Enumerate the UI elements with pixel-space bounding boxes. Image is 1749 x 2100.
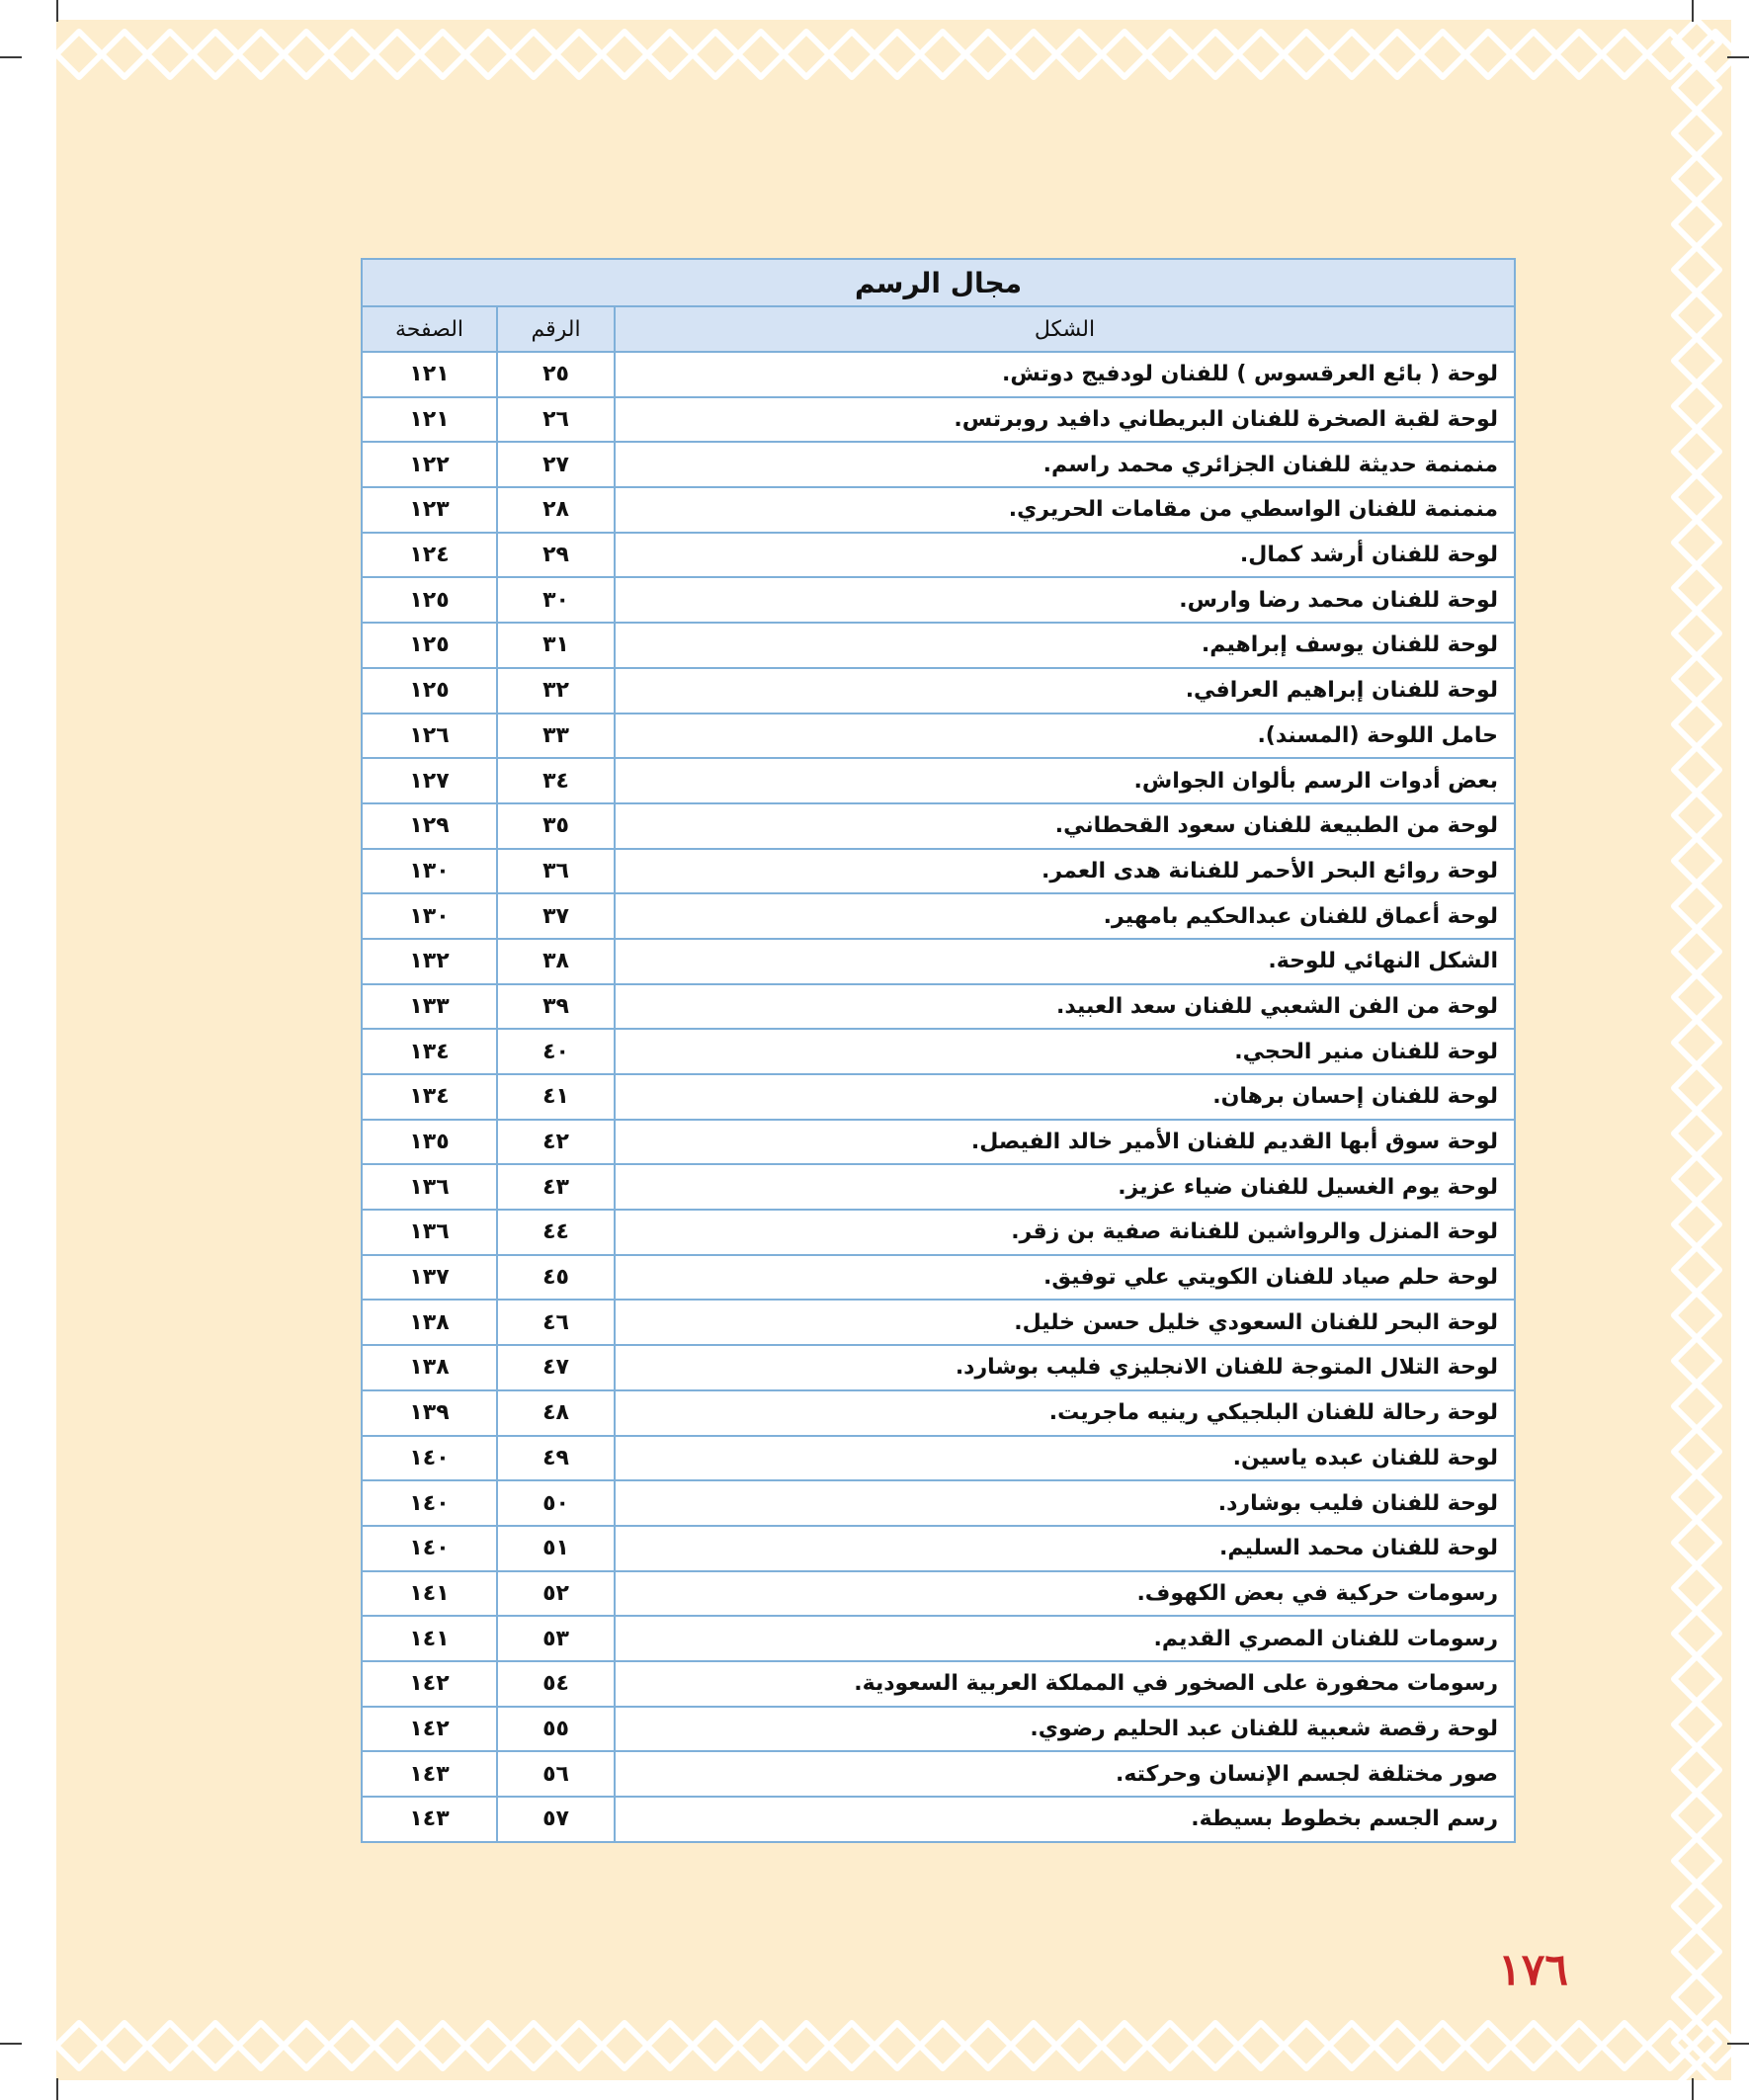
figure-description: الشكل النهائي للوحة. — [615, 939, 1515, 984]
table-row — [362, 668, 1515, 714]
figure-number: ٣٥ — [497, 803, 615, 849]
table-title-row — [362, 259, 1515, 306]
figure-description: رسومات حركية في بعض الكهوف. — [615, 1571, 1515, 1617]
table-header-row — [362, 306, 1515, 352]
figure-description: لوحة للفنان يوسف إبراهيم. — [615, 623, 1515, 668]
figure-number: ٢٩ — [497, 533, 615, 578]
section-title: مجال الرسم — [362, 259, 1515, 306]
figure-number: ٢٧ — [497, 442, 615, 487]
figure-page: ١٣٤ — [362, 1074, 497, 1120]
table-row — [362, 1029, 1515, 1074]
table-row — [362, 803, 1515, 849]
figure-page: ١٤٢ — [362, 1661, 497, 1707]
crop-mark — [56, 2078, 58, 2100]
figure-number: ٣٧ — [497, 893, 615, 939]
table-row — [362, 1526, 1515, 1571]
bottom-decorative-border — [56, 2011, 1731, 2080]
figure-description: لوحة للفنان محمد السليم. — [615, 1526, 1515, 1571]
figure-number: ٤٤ — [497, 1210, 615, 1255]
figure-number: ٣٩ — [497, 984, 615, 1030]
crop-mark — [0, 2043, 22, 2045]
figure-description: لوحة للفنان فليب بوشارد. — [615, 1480, 1515, 1526]
column-header-number: الرقم — [497, 306, 615, 352]
column-header-shape: الشكل — [615, 306, 1515, 352]
table-row — [362, 984, 1515, 1030]
table-row — [362, 623, 1515, 668]
table-row — [362, 352, 1515, 397]
crop-mark — [1692, 0, 1694, 22]
figure-number: ٤٨ — [497, 1390, 615, 1436]
figure-number: ٥٠ — [497, 1480, 615, 1526]
figure-number: ٤٣ — [497, 1164, 615, 1210]
table-row — [362, 1210, 1515, 1255]
figure-description: لوحة لقبة الصخرة للفنان البريطاني دافيد روبرتس. — [615, 397, 1515, 443]
figure-page: ١٣٨ — [362, 1345, 497, 1390]
table-row — [362, 1345, 1515, 1390]
figure-description: صور مختلفة لجسم الإنسان وحركته. — [615, 1751, 1515, 1797]
figure-page: ١٣٧ — [362, 1255, 497, 1301]
figure-description: رسومات محفورة على الصخور في المملكة العربية السعودية. — [615, 1661, 1515, 1707]
figure-number: ٤٩ — [497, 1436, 615, 1481]
table-row — [362, 1300, 1515, 1345]
figure-number: ٤٠ — [497, 1029, 615, 1074]
table-row — [362, 487, 1515, 533]
figure-page: ١٣٥ — [362, 1120, 497, 1165]
figure-number: ٥٢ — [497, 1571, 615, 1617]
figure-page: ١٤١ — [362, 1616, 497, 1661]
figure-page: ١٤٣ — [362, 1797, 497, 1842]
table-row — [362, 1480, 1515, 1526]
figure-page: ١٢٢ — [362, 442, 497, 487]
figure-page: ١٢٤ — [362, 533, 497, 578]
table-row — [362, 1751, 1515, 1797]
table-row — [362, 758, 1515, 803]
figure-description: لوحة للفنان إبراهيم العرافي. — [615, 668, 1515, 714]
table-row — [362, 1164, 1515, 1210]
figure-page: ١٣٩ — [362, 1390, 497, 1436]
table-row — [362, 714, 1515, 759]
figure-page: ١٢١ — [362, 397, 497, 443]
figure-description: لوحة من الفن الشعبي للفنان سعد العبيد. — [615, 984, 1515, 1030]
top-decorative-border — [56, 20, 1731, 89]
figure-number: ٤١ — [497, 1074, 615, 1120]
figure-page: ١٣٠ — [362, 849, 497, 894]
figure-page: ١٤٠ — [362, 1436, 497, 1481]
table-row — [362, 1074, 1515, 1120]
figure-page: ١٣٨ — [362, 1300, 497, 1345]
figure-description: لوحة روائع البحر الأحمر للفنانة هدى العمر. — [615, 849, 1515, 894]
figures-index-table — [361, 258, 1516, 1843]
figure-description: لوحة ( بائع العرقسوس ) للفنان لودفيج دوتش. — [615, 352, 1515, 397]
figure-number: ٥٦ — [497, 1751, 615, 1797]
figure-number: ٢٥ — [497, 352, 615, 397]
table-row — [362, 1436, 1515, 1481]
figure-number: ٣٢ — [497, 668, 615, 714]
figure-description: لوحة رقصة شعبية للفنان عبد الحليم رضوي. — [615, 1707, 1515, 1752]
figure-description: لوحة يوم الغسيل للفنان ضياء عزيز. — [615, 1164, 1515, 1210]
figure-number: ٥٥ — [497, 1707, 615, 1752]
crop-mark — [1727, 2043, 1749, 2045]
table-row — [362, 577, 1515, 623]
crop-mark — [56, 0, 58, 22]
figure-page: ١٤٠ — [362, 1480, 497, 1526]
table-row — [362, 1571, 1515, 1617]
table-row — [362, 1616, 1515, 1661]
figure-description: لوحة سوق أبها القديم للفنان الأمير خالد الفيصل. — [615, 1120, 1515, 1165]
figure-page: ١٣٠ — [362, 893, 497, 939]
figure-page: ١٢٩ — [362, 803, 497, 849]
figure-number: ٤٦ — [497, 1300, 615, 1345]
figure-description: لوحة للفنان محمد رضا وارس. — [615, 577, 1515, 623]
figure-description: لوحة أعماق للفنان عبدالحكيم بامهير. — [615, 893, 1515, 939]
crop-mark — [1692, 2078, 1694, 2100]
figure-description: لوحة للفنان إحسان برهان. — [615, 1074, 1515, 1120]
table-row — [362, 1707, 1515, 1752]
figure-description: لوحة من الطبيعة للفنان سعود القحطاني. — [615, 803, 1515, 849]
table-row — [362, 893, 1515, 939]
figure-number: ٣٨ — [497, 939, 615, 984]
figure-description: لوحة المنزل والرواشين للفنانة صفية بن زقر. — [615, 1210, 1515, 1255]
figure-page: ١٢٥ — [362, 668, 497, 714]
figure-description: منمنمة حديثة للفنان الجزائري محمد راسم. — [615, 442, 1515, 487]
figure-number: ٥١ — [497, 1526, 615, 1571]
table-row — [362, 939, 1515, 984]
figure-description: لوحة التلال المتوجة للفنان الانجليزي فليب بوشارد. — [615, 1345, 1515, 1390]
table-row — [362, 1390, 1515, 1436]
figure-page: ١٢٦ — [362, 714, 497, 759]
figure-description: لوحة للفنان عبده ياسين. — [615, 1436, 1515, 1481]
figures-index-table-container — [361, 258, 1514, 1843]
crop-mark — [0, 56, 22, 58]
table-row — [362, 1797, 1515, 1842]
figure-description: رسومات للفنان المصري القديم. — [615, 1616, 1515, 1661]
figure-page: ١٤١ — [362, 1571, 497, 1617]
figure-page: ١٢٥ — [362, 577, 497, 623]
figure-page: ١٢٥ — [362, 623, 497, 668]
figure-description: حامل اللوحة (المسند). — [615, 714, 1515, 759]
figure-page: ١٤٣ — [362, 1751, 497, 1797]
table-row — [362, 1120, 1515, 1165]
figure-description: منمنمة للفنان الواسطي من مقامات الحريري. — [615, 487, 1515, 533]
figure-page: ١٢١ — [362, 352, 497, 397]
figure-page: ١٤٠ — [362, 1526, 497, 1571]
figure-number: ٢٨ — [497, 487, 615, 533]
figure-number: ٥٣ — [497, 1616, 615, 1661]
crop-mark — [1727, 56, 1749, 58]
figure-number: ٣١ — [497, 623, 615, 668]
figure-description: لوحة للفنان منير الحجي. — [615, 1029, 1515, 1074]
figure-number: ٣٣ — [497, 714, 615, 759]
figure-number: ٥٧ — [497, 1797, 615, 1842]
page-number: ١٧٦ — [1498, 1945, 1568, 1995]
figure-number: ٤٥ — [497, 1255, 615, 1301]
figure-description: لوحة للفنان أرشد كمال. — [615, 533, 1515, 578]
table-row — [362, 1255, 1515, 1301]
table-row — [362, 1661, 1515, 1707]
right-decorative-border — [1662, 20, 1731, 2080]
figure-description: لوحة البحر للفنان السعودي خليل حسن خليل. — [615, 1300, 1515, 1345]
figure-description: لوحة رحالة للفنان البلجيكي رينيه ماجريت. — [615, 1390, 1515, 1436]
figure-description: رسم الجسم بخطوط بسيطة. — [615, 1797, 1515, 1842]
figure-number: ٣٤ — [497, 758, 615, 803]
figure-number: ٢٦ — [497, 397, 615, 443]
table-row — [362, 849, 1515, 894]
figure-page: ١٣٤ — [362, 1029, 497, 1074]
figure-page: ١٣٢ — [362, 939, 497, 984]
figure-description: بعض أدوات الرسم بألوان الجواش. — [615, 758, 1515, 803]
figure-page: ١٣٦ — [362, 1164, 497, 1210]
figure-number: ٣٠ — [497, 577, 615, 623]
figure-number: ٥٤ — [497, 1661, 615, 1707]
figure-page: ١٣٣ — [362, 984, 497, 1030]
figure-page: ١٤٢ — [362, 1707, 497, 1752]
figure-page: ١٣٦ — [362, 1210, 497, 1255]
figure-number: ٤٢ — [497, 1120, 615, 1165]
column-header-page: الصفحة — [362, 306, 497, 352]
table-row — [362, 397, 1515, 443]
figure-number: ٣٦ — [497, 849, 615, 894]
figure-description: لوحة حلم صياد للفنان الكويتي علي توفيق. — [615, 1255, 1515, 1301]
table-row — [362, 533, 1515, 578]
figure-number: ٤٧ — [497, 1345, 615, 1390]
table-body — [362, 352, 1515, 1842]
figure-page: ١٢٣ — [362, 487, 497, 533]
table-row — [362, 442, 1515, 487]
figure-page: ١٢٧ — [362, 758, 497, 803]
